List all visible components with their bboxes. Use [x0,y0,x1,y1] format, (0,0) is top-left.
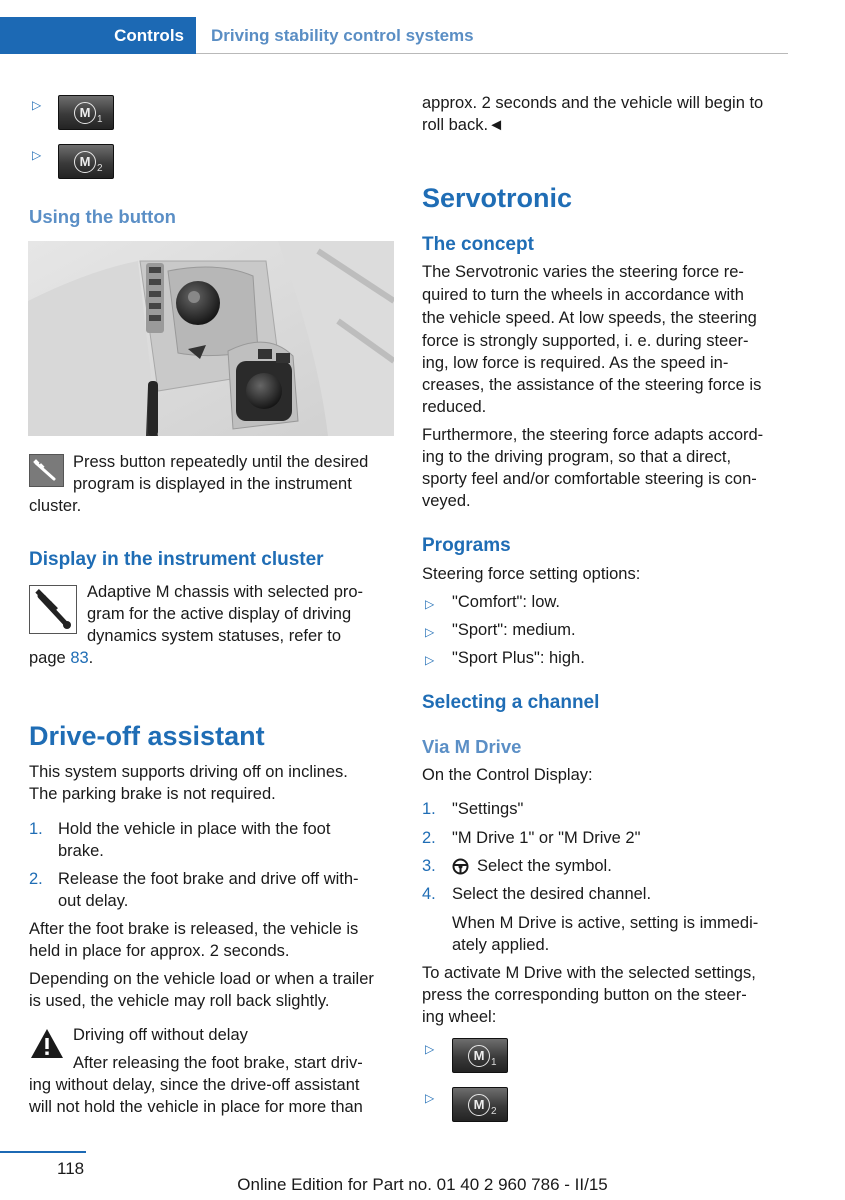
concept-line: creases, the assistance of the steering force is [422,376,762,394]
step-number: 2. [29,870,43,888]
further-line: sporty feel and/or comfortable steering is con- [422,470,757,488]
shock-absorber-icon [29,585,77,634]
press-text-a: Press button repeatedly until the desired [73,453,369,471]
adaptive-text-b: gram for the active display of driving [87,605,352,623]
triangle-bullet-icon: ▷ [32,98,42,112]
step-text: out delay. [58,892,129,910]
heading-selecting-channel: Selecting a channel [422,692,600,713]
step-number: 2. [422,829,436,847]
center-console-photo [28,241,394,436]
heading-display-cluster: Display in the instrument cluster [29,549,324,570]
shock-absorber-icon [29,454,64,487]
after-text-1: After the foot brake is released, the vehicle is [29,920,359,938]
concept-line: the vehicle speed. At low speeds, the steering [422,309,757,327]
footer-edition: Online Edition for Part no. 01 40 2 960 786 - II/15 [237,1175,608,1194]
step-text: "M Drive 1" or "M Drive 2" [452,829,641,847]
programs-intro: Steering force setting options: [422,565,641,583]
warning-text-3: will not hold the vehicle in place for more than [29,1098,363,1116]
warning-text-1: After releasing the foot brake, start driv- [73,1054,363,1072]
triangle-bullet-icon: ▷ [32,148,42,162]
header-title[interactable]: Driving stability control systems [211,26,474,45]
step-text: Select the symbol. [477,857,612,875]
step-text: Hold the vehicle in place with the foot [58,820,331,838]
mdrive-text-1: When M Drive is active, setting is immedi- [452,914,759,932]
further-line: veyed. [422,492,471,510]
press-text-c: cluster. [29,497,82,515]
page-link[interactable]: 83 [70,649,89,667]
header-section-label[interactable]: Controls [114,26,184,45]
continued-text-2: roll back.◄ [422,116,505,134]
after-text-2: held in place for approx. 2 seconds. [29,942,290,960]
triangle-bullet-icon: ▷ [425,597,435,611]
page-number: 118 [57,1159,85,1178]
program-item: "Sport": medium. [452,621,576,639]
m1-button-image: M 1 [452,1038,508,1073]
program-item: "Comfort": low. [452,593,560,611]
program-item: "Sport Plus": high. [452,649,585,667]
concept-line: quired to turn the wheels in accordance with [422,286,744,304]
triangle-bullet-icon: ▷ [425,653,435,667]
concept-line: force is strongly supported, i. e. during steer- [422,332,749,350]
m1-button-image: M 1 [58,95,114,130]
activate-text-3: ing wheel: [422,1008,497,1026]
concept-line: ing, low force is required. As the speed in- [422,354,729,372]
adaptive-text-c: dynamics system statuses, refer to [87,627,342,645]
further-line: Furthermore, the steering force adapts accord- [422,426,764,444]
activate-text-2: press the corresponding button on the steer- [422,986,747,1004]
drive-intro-1: This system supports driving off on inclines. [29,763,348,781]
warning-icon [29,1026,65,1062]
concept-line: reduced. [422,398,487,416]
step-text: Release the foot brake and drive off with- [58,870,359,888]
step-number: 3. [422,857,436,875]
heading-servotronic: Servotronic [422,183,573,213]
triangle-bullet-icon: ▷ [425,625,435,639]
warning-text-2: ing without delay, since the drive-off assistant [29,1076,360,1094]
press-text-b: program is displayed in the instrument [73,475,352,493]
drive-intro-2: The parking brake is not required. [29,785,276,803]
activate-text-1: To activate M Drive with the selected settings, [422,964,756,982]
heading-via-m-drive: Via M Drive [422,736,522,757]
page-reference: page 83. [29,649,94,667]
step-number: 4. [422,885,436,903]
step-number: 1. [422,800,436,818]
steering-wheel-icon [452,858,469,875]
triangle-bullet-icon: ▷ [425,1042,435,1056]
depend-text-2: is used, the vehicle may roll back slightly. [29,992,330,1010]
step-text: Select the desired channel. [452,885,652,903]
heading-programs: Programs [422,535,511,556]
m2-button-image: M 2 [58,144,114,179]
heading-drive-off: Drive-off assistant [29,721,265,751]
via-intro: On the Control Display: [422,766,593,784]
mdrive-text-2: ately applied. [452,936,550,954]
further-line: ing to the driving program, so that a direct, [422,448,732,466]
adaptive-text-a: Adaptive M chassis with selected pro- [87,583,364,601]
heading-using-button: Using the button [29,206,176,227]
triangle-bullet-icon: ▷ [425,1091,435,1105]
m2-button-image: M 2 [452,1087,508,1122]
continued-text-1: approx. 2 seconds and the vehicle will begin to [422,94,764,112]
warning-title: Driving off without delay [73,1026,248,1044]
depend-text-1: Depending on the vehicle load or when a trailer [29,970,374,988]
step-text: "Settings" [452,800,524,818]
step-number: 1. [29,820,43,838]
footer-rule [0,1151,86,1153]
heading-concept: The concept [422,234,534,255]
step-text: brake. [58,842,104,860]
concept-line: The Servotronic varies the steering force re- [422,263,744,281]
header-rule [196,53,788,54]
